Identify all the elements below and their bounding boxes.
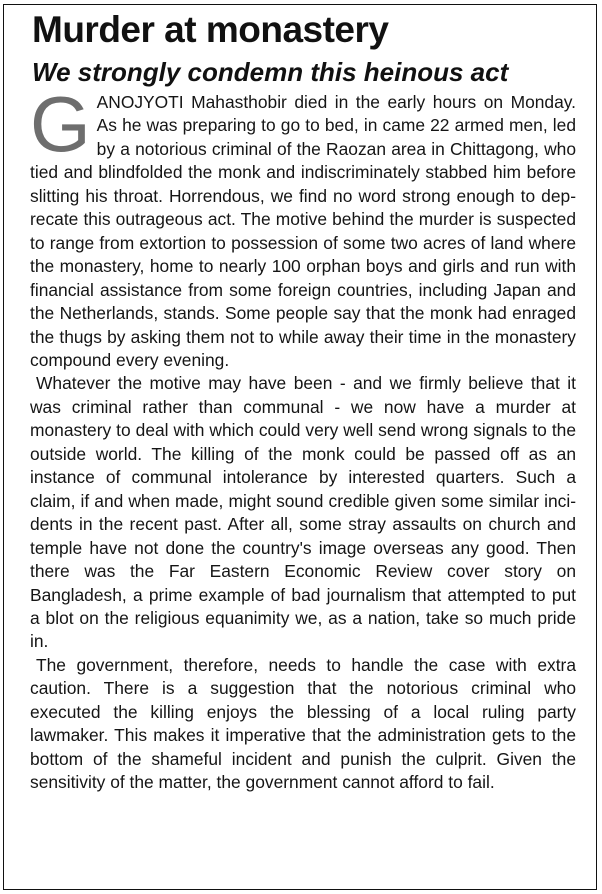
paragraph-3: The government, therefore, needs to handle the case with extra caution. There is a suggestion that the notorious criminal who executed the killing enjoys the blessing of a local ruling party lawmaker. This makes it imperative that the administration gets to the bottom of the shameful incident and punish the culprit. Given the sensitivity of the matter, the government cannot afford to fail. <box>30 654 576 793</box>
subheadline: We strongly condemn this heinous act <box>32 57 509 87</box>
paragraph-2: Whatever the motive may have been - and we firmly believe that it was criminal rather than communal - we now have a murder at monastery to deal with which could very well send wrong signals to the outside world. The killing of the monk could be passed off as an instance of communal intolerance by interested quarters. Such a claim, if and when made, might sound credible given some similar incidents in the recent past. After all, some stray assaults on church and temple have not done the country's image overseas any good. Then there was the Far Eastern Economic Review cover story on Bangladesh, a prime example of bad journalism that attempted to put a blot on the religious equanimity we, as a nation, take so much pride in. <box>30 373 576 652</box>
editorial-box <box>3 4 597 890</box>
article-body <box>30 80 576 795</box>
drop-cap: G <box>30 80 91 168</box>
paragraph-1: ANOJYOTI Mahasthobir died in the early hours on Monday. As he was preparing to go to bed, in came 22 armed men, led by a notorious criminal of the Raozan area in Chittagong, who tied and blindfolded the monk and indiscriminately stabbed him before slitting his throat. Horrendous, we find no word strong enough to deprecate this outrageous act. The motive behind the murder is suspected to range from extortion to possession of some two acres of land where the monastery, home to nearly 100 orphan boys and girls and run with financial assistance from some foreign countries, including Japan and the Netherlands, stands. Some people say that the monk had enraged the thugs by asking them not to while away their time in the monastery compound every evening. <box>30 92 576 370</box>
headline: Murder at monastery <box>32 9 389 50</box>
